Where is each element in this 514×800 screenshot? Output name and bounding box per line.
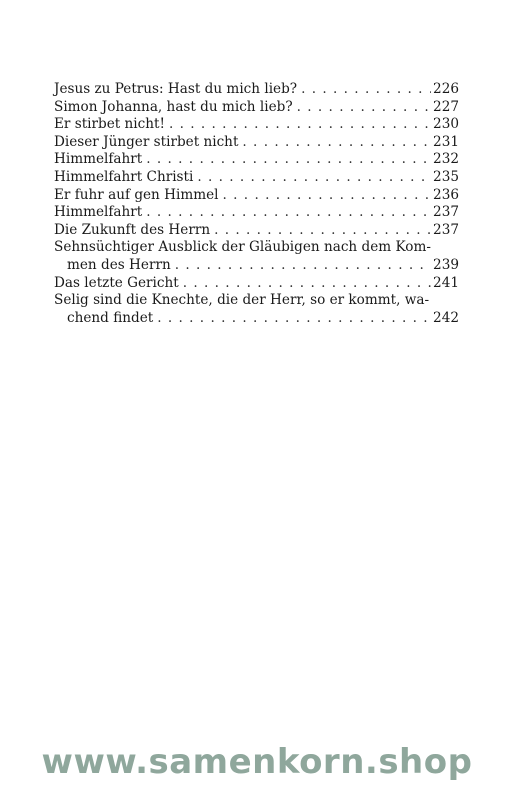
toc-entry [54,81,459,99]
dot-leader [169,116,431,134]
toc-entry [54,116,459,134]
toc-entry-title: Die Zukunft des Herrn [54,221,211,238]
toc-entry-page: 237 [433,204,459,221]
dot-leader [197,169,431,187]
toc-entry-title: Himmelfahrt [54,151,143,168]
dot-leader [175,257,431,275]
toc-entry-page: 230 [433,116,459,133]
dot-leader [297,99,431,117]
toc-entry [54,222,459,240]
toc-entry [54,169,459,187]
toc-entry-page: 227 [433,98,459,115]
toc-entry-page: 241 [433,274,459,291]
dot-leader [214,222,431,240]
toc-entry-title: Dieser Jünger stirbet nicht [54,133,239,150]
toc-entry [54,187,459,205]
toc-entry-page: 242 [433,309,459,326]
toc-entry-title: chend findet [67,309,154,326]
dot-leader [157,310,431,328]
toc-entry-page: 226 [433,81,459,97]
toc-entry-title-line: Sehnsüchtiger Ausblick der Gläubigen nach dem Kom- [54,239,431,256]
toc-entry-page: 235 [433,168,459,185]
toc-entry-title: Himmelfahrt Christi [54,168,194,185]
toc-entry-title: Himmelfahrt [54,204,143,221]
toc-entry-title: Das letzte Gericht [54,274,179,291]
dot-leader [146,151,431,169]
toc-entry-page: 239 [433,256,459,273]
dot-leader [183,275,431,293]
toc-entry-title-line: Selig sind die Knechte, die der Herr, so er kommt, wa- [54,292,430,309]
watermark-text: www.samenkorn.shop [41,742,473,782]
toc-entry-title: Er fuhr auf gen Himmel [54,186,219,203]
toc-entry [54,151,459,169]
toc-entry-page: 231 [433,133,459,150]
toc-entry-page: 232 [433,151,459,168]
toc-entry [54,134,459,152]
toc-entry [54,257,459,275]
table-of-contents [54,81,459,327]
toc-entry-page: 236 [433,186,459,203]
toc-entry-title: Simon Johanna, hast du mich lieb? [54,98,293,115]
toc-entry-title: Er stirbet nicht! [54,116,165,133]
toc-entry-title: Jesus zu Petrus: Hast du mich lieb? [54,81,298,97]
dot-leader [242,134,431,152]
toc-entry-page: 237 [433,221,459,238]
dot-leader [146,204,431,222]
toc-entry [54,310,459,328]
toc-entry [54,99,459,117]
dot-leader [223,187,432,205]
toc-entry [54,275,459,293]
toc-entry-title: men des Herrn [67,256,171,273]
dot-leader [301,81,431,99]
toc-entry [54,204,459,222]
